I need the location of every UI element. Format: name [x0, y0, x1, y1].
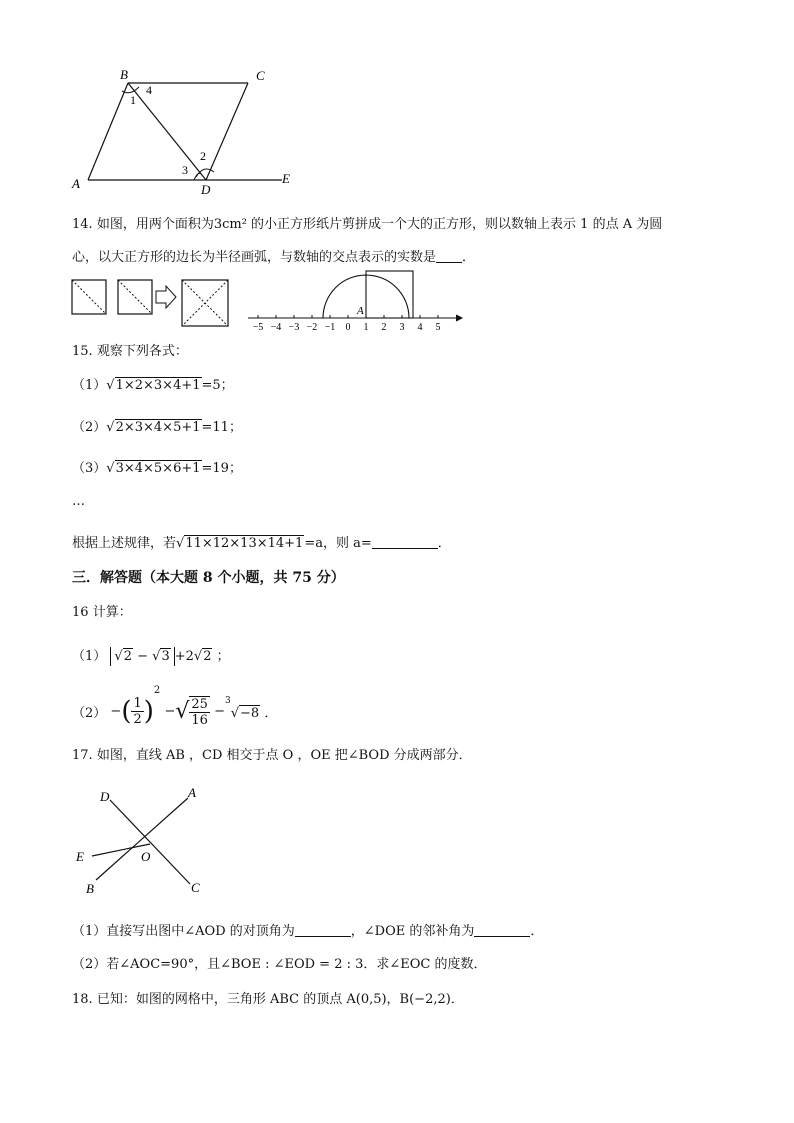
label-D: D	[100, 789, 110, 804]
q16-p1-term: +2	[174, 649, 194, 664]
label-B: B	[120, 67, 128, 82]
axis-tick-label: −4	[270, 322, 282, 333]
label-C: C	[256, 68, 265, 83]
q17-p1-end: ．	[530, 924, 544, 939]
axis-tick-label: 2	[381, 322, 387, 333]
q16-number: 16	[72, 605, 89, 620]
axis-tick-label: 1	[363, 322, 369, 333]
q16-p2-end: ．	[264, 706, 278, 721]
q16-p2-index: （2）	[72, 706, 107, 721]
q14-squares-figure	[70, 278, 235, 330]
q16-p1-end: ；	[216, 649, 230, 664]
q15-radicand: 3×4×5×6+1	[115, 461, 201, 476]
q15-rule: 根据上述规律，若√11×12×13×14+1=a，则 a= ．	[72, 536, 451, 551]
q15-number: 15.	[72, 344, 93, 359]
q17-part-1	[72, 920, 543, 939]
axis-tick-label: 3	[399, 322, 405, 333]
q17-p2-index: （2）	[72, 957, 107, 972]
angle-label-2: 2	[200, 149, 206, 163]
q14-answer-blank[interactable]	[436, 250, 462, 263]
q15-rule-mid: =a，则 a=	[304, 536, 372, 551]
q16-part-2: （2） −( $\frac{1}{2}$ )$^2$ −√ $\frac{25}{16}$ −$^3$√−8 ．	[72, 685, 278, 728]
label-B: B	[86, 881, 94, 896]
q17-part-2	[72, 953, 487, 972]
q15-rule-end: ．	[437, 536, 451, 551]
q18-text-line	[72, 988, 464, 1007]
label-O: O	[141, 849, 151, 864]
q15-radicand: 2×3×4×5+1	[115, 420, 201, 435]
q17-p2-text: 若∠AOC=90°，且∠BOE : ∠EOD = 2 : 3．求∠EOC 的度数．	[106, 957, 487, 972]
axis-tick-label: 4	[417, 322, 423, 333]
q14-line1	[72, 213, 662, 232]
q15-title	[72, 340, 188, 359]
label-E: E	[76, 849, 84, 864]
q15-radicand: 1×2×3×4+1	[115, 378, 201, 393]
q18-number: 18.	[72, 992, 93, 1007]
label-A: A	[188, 785, 196, 800]
q15-item-index: （3）	[72, 461, 107, 476]
q16-p1-radicand-c: 2	[203, 649, 212, 664]
q16-p1-radicand-a: 2	[123, 649, 132, 664]
q15-item-2: （2）√2×3×4×5+1=11；	[72, 420, 242, 435]
q14-text-line1: 如图，用两个面积为3cm² 的小正方形纸片剪拼成一个大的正方形，则以数轴上表示 1 的点 A 为圆	[96, 217, 663, 232]
q18-text: 已知：如图的网格中，三角形 ABC 的顶点 A(0,5)，B(−2,2)．	[96, 992, 464, 1007]
axis-tick-label: −5	[252, 322, 264, 333]
q17-text-line	[72, 744, 472, 763]
q16-p1-radicand-b: 3	[161, 649, 170, 664]
q17-p1-text-b: ，∠DOE 的邻补角为	[350, 924, 475, 939]
label-A: A	[72, 176, 80, 191]
label-C: C	[191, 880, 200, 895]
q16-p2-fraction: $\frac{1}{2}$	[133, 696, 142, 727]
label-E: E	[282, 171, 290, 186]
axis-tick-label: 5	[435, 322, 441, 333]
label-D: D	[201, 182, 211, 197]
angle-label-3: 3	[182, 163, 188, 177]
q14-text-line2: 心，以大正方形的边长为半径画弧，与数轴的交点表示的实数是	[72, 250, 437, 265]
q15-ellipsis: …	[72, 494, 85, 509]
q16-part-1: （1） √2 − √3 +2√2 ；	[72, 649, 230, 664]
q15-item-value: =11；	[201, 420, 242, 435]
q15-title-text: 观察下列各式：	[96, 344, 188, 359]
section-3-title: 三．解答题（本大题 8 个小题，共 75 分）	[72, 570, 345, 586]
q15-item-index: （2）	[72, 420, 107, 435]
q15-item-value: =19；	[201, 461, 242, 476]
q15-item-value: =5；	[201, 378, 234, 393]
q15-item-3: （3）√3×4×5×6+1=19；	[72, 461, 242, 476]
q16-p2-root-index: 3	[224, 696, 231, 706]
q17-number: 17.	[72, 748, 93, 763]
q14-period: ．	[462, 250, 476, 265]
q14-number: 14.	[72, 217, 93, 232]
axis-tick-label: −2	[306, 322, 318, 333]
q15-rule-text: 根据上述规律，若	[72, 536, 177, 551]
axis-tick-label: −1	[324, 322, 336, 333]
q17-p1-text-a: 直接写出图中∠AOD 的对顶角为	[106, 924, 295, 939]
q15-item-1: （1）√1×2×3×4+1=5；	[72, 378, 234, 393]
axis-tick-label: −3	[288, 322, 300, 333]
q15-item-index: （1）	[72, 378, 107, 393]
q16-p1-index: （1）	[72, 649, 107, 664]
q14-line2	[72, 246, 475, 265]
q17-p1-index: （1）	[72, 924, 107, 939]
angle-label-4: 4	[146, 83, 152, 97]
q16-p2-cube-radicand: −8	[240, 706, 260, 721]
q16-p2-exponent: 2	[153, 685, 161, 696]
q17-p1-blank-1[interactable]	[295, 924, 351, 937]
q17-text: 如图，直线 AB ，CD 相交于点 O ，OE 把∠BOD 分成两部分．	[96, 748, 472, 763]
q14-number-line	[244, 266, 464, 336]
q15-rule-radicand: 11×12×13×14+1	[185, 536, 304, 551]
q16-title	[72, 601, 132, 620]
axis-tick-label: 0	[345, 322, 351, 333]
q16-p2-sqrt-fraction: $\frac{25}{16}$	[191, 696, 208, 728]
q17-intersecting-lines-figure	[70, 780, 220, 900]
q15-answer-blank[interactable]	[372, 536, 438, 549]
parallelogram-figure	[60, 64, 310, 199]
point-label-A: A	[357, 305, 364, 317]
q17-p1-blank-2[interactable]	[474, 924, 530, 937]
q16-title-text: 计算：	[92, 605, 132, 620]
angle-label-1: 1	[130, 93, 136, 107]
